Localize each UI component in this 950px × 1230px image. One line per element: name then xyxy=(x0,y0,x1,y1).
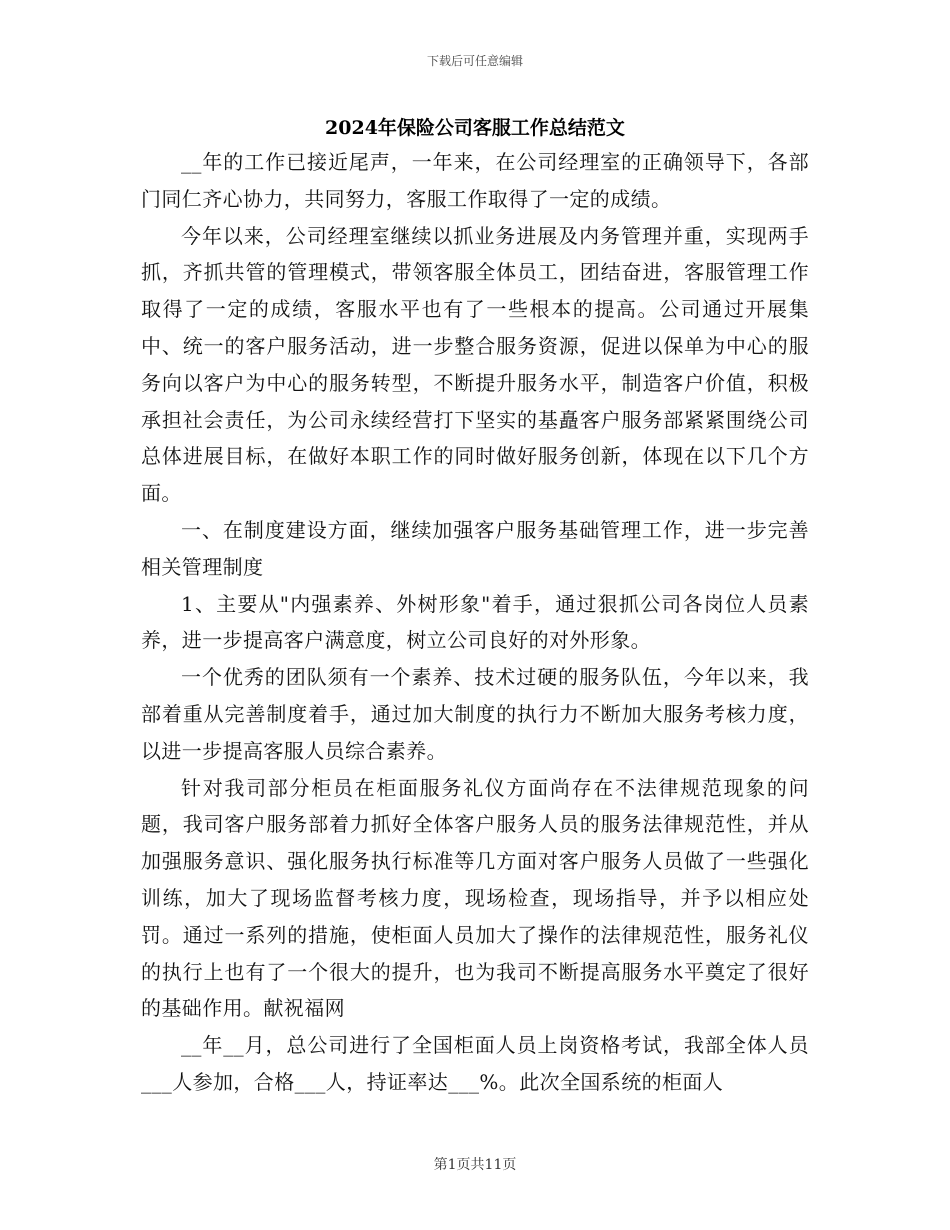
paragraph: __年__月，总公司进行了全国柜面人员上岗资格考试，我部全体人员___人参加，合格___人，持证率达___%。此次全国系统的柜面人 xyxy=(141,1033,809,1094)
page-number: 第1页共11页 xyxy=(433,1157,517,1173)
paragraph: __年的工作已接近尾声，一年来，在公司经理室的正确领导下，各部门同仁齐心协力，共同努力，客服工作取得了一定的成绩。 xyxy=(141,150,809,211)
paragraph: 针对我司部分柜员在柜面服务礼仪方面尚存在不法律规范现象的问题，我司客户服务部着力抓好全体客户服务人员的服务法律规范性，并从加强服务意识、强化服务执行标准等几方面对客户服务人员做了一些强化训练，加大了现场监督考核力度，现场检查，现场指导，并予以相应处罚。通过一系列的措施，使柜面人员加大了操作的法律规范性，服务礼仪的执行上也有了一个很大的提升，也为我司不断提高服务水平奠定了很好的基础作用。献祝福网 xyxy=(141,775,809,1021)
document-body xyxy=(141,144,809,1101)
paragraph: 一、在制度建设方面，继续加强客户服务基础管理工作，进一步完善相关管理制度 xyxy=(141,517,809,579)
document-title: 2024年保险公司客服工作总结范文 xyxy=(325,117,625,139)
paragraph: 1、主要从"内强素养、外树形象"着手，通过狠抓公司各岗位人员素养，进一步提高客户满意度，树立公司良好的对外形象。 xyxy=(141,591,809,653)
page-header-note: 下载后可任意编辑 xyxy=(426,54,523,68)
paragraph: 今年以来，公司经理室继续以抓业务进展及内务管理并重，实现两手抓，齐抓共管的管理模式，带领客服全体员工，团结奋进，客服管理工作取得了一定的成绩，客服水平也有了一些根本的提高。公司通过开展集中、统一的客户服务活动，进一步整合服务资源，促进以保单为中心的服务向以客户为中心的服务转型，不断提升服务水平，制造客户价值，积极承担社会责任，为公司永续经营打下坚实的基矗客户服务部紧紧围绕公司总体进展目标，在做好本职工作的同时做好服务创新，体现在以下几个方面。 xyxy=(141,223,809,506)
paragraph: 一个优秀的团队须有一个素养、技术过硬的服务队伍，今年以来，我部着重从完善制度着手，通过加大制度的执行力不断加大服务考核力度，以进一步提高客服人员综合素养。 xyxy=(141,665,809,763)
